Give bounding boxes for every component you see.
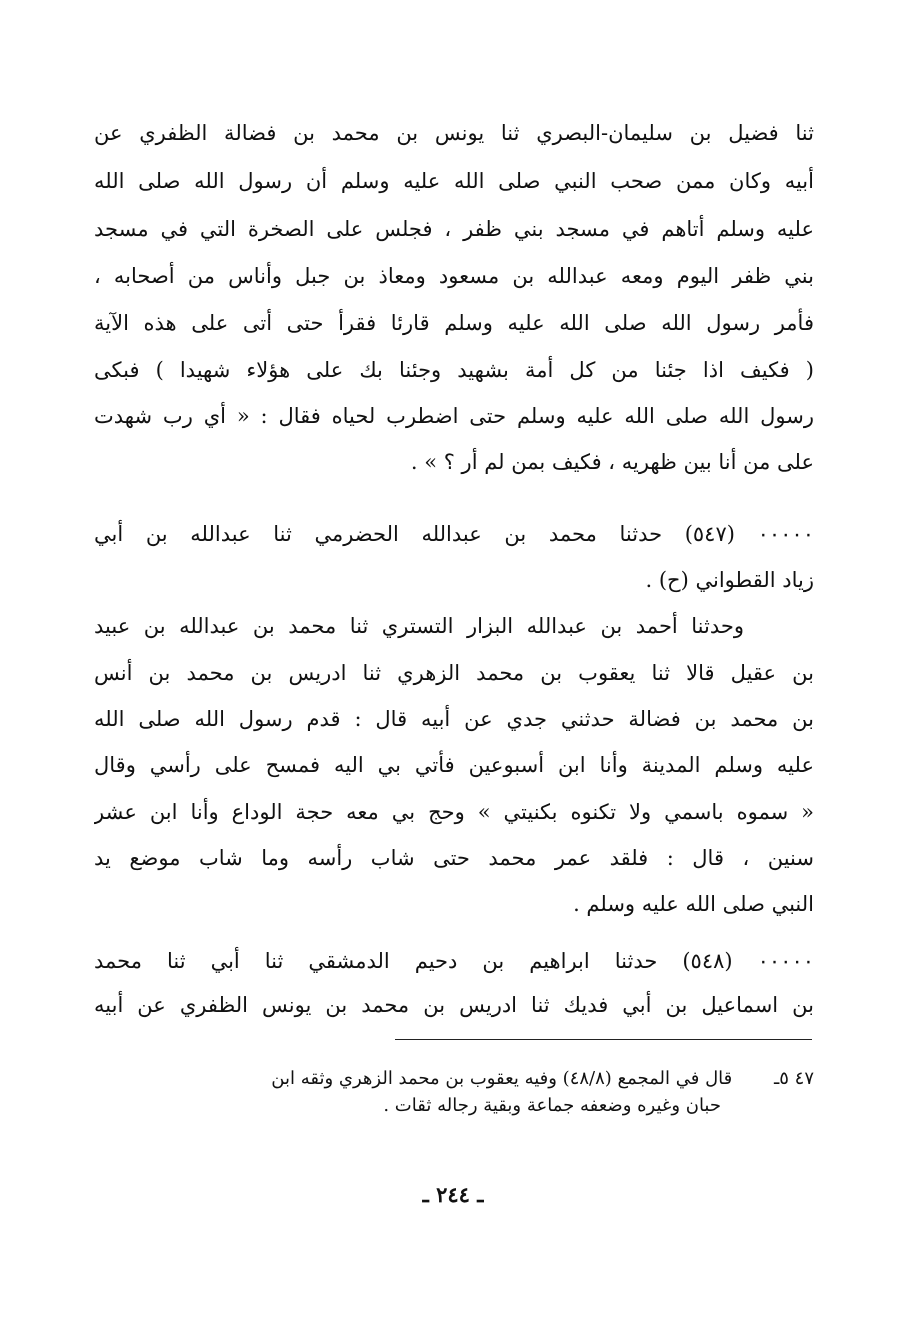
text-line: بن اسماعيل بن أبي فديك ثنا ادريس بن محمد بن يونس الظفري عن أبيه [94, 993, 814, 1017]
text-line: عليه وسلم المدينة وأنا ابن أسبوعين فأتي بي اليه فمسح على رأسي وقال [94, 753, 814, 777]
text-line: عليه وسلم أتاهم في مسجد بني ظفر ، فجلس على الصخرة التي في مسجد [94, 217, 814, 241]
text-line: بني ظفر اليوم ومعه عبدالله بن مسعود ومعاذ بن جبل وأناس من أصحابه ، [94, 264, 814, 288]
text-line: زياد القطواني (ح) . [645, 568, 814, 592]
footnote-continuation: حبان وغيره وضعفه جماعة وبقية رجاله ثقات . [383, 1095, 721, 1116]
hadith-heading: ٠٠٠٠٠ (٥٤٧) حدثنا محمد بن عبدالله الحضرمي ثنا عبدالله بن أبي [94, 522, 814, 546]
page-number: ـ ٢٤٤ ـ [422, 1182, 484, 1207]
text-line: بن محمد بن فضالة حدثني جدي عن أبيه قال : قدم رسول الله صلى الله [94, 707, 814, 731]
text-line: فأمر رسول الله صلى الله عليه وسلم قارئا فقرأ حتى أتى على هذه الآية [94, 311, 814, 335]
hadith-heading: ٠٠٠٠٠ (٥٤٨) حدثنا ابراهيم بن دحيم الدمشقي ثنا أبي ثنا محمد [94, 949, 814, 973]
text-line: النبي صلى الله عليه وسلم . [573, 892, 814, 916]
text-line: أبيه وكان ممن صحب النبي صلى الله عليه وسلم أن رسول الله صلى الله [94, 169, 814, 193]
text-line: على من أنا بين ظهريه ، فكيف بمن لم أر ؟ » . [410, 450, 814, 474]
footnote-text: قال في المجمع (٤٨/٨) وفيه يعقوب بن محمد الزهري وثقه ابن [271, 1068, 733, 1089]
footnote-number: ٤٧ ٥ـ [773, 1068, 814, 1089]
text-line: بن عقيل قالا ثنا يعقوب بن محمد الزهري ثنا ادريس بن محمد بن أنس [94, 661, 814, 685]
footnote [94, 1066, 814, 1092]
text-line: سنين ، قال : فلقد عمر محمد حتى شاب رأسه وما شاب موضع يد [94, 846, 814, 870]
text-line: « سموه باسمي ولا تكنوه بكنيتي » وحج بي معه حجة الوداع وأنا ابن عشر [94, 800, 814, 824]
text-line: ( فكيف اذا جئنا من كل أمة بشهيد وجئنا بك على هؤلاء شهيدا ) فبكى [94, 358, 814, 382]
text-line: وحدثنا أحمد بن عبدالله البزار التستري ثنا محمد بن عبدالله بن عبيد [94, 614, 744, 638]
footnote-separator [395, 1039, 812, 1040]
text-line: ثنا فضيل بن سليمان-البصري ثنا يونس بن محمد بن فضالة الظفري عن [94, 121, 814, 145]
text-line: رسول الله صلى الله عليه وسلم حتى اضطرب لحياه فقال : « أي رب شهدت [94, 404, 814, 428]
